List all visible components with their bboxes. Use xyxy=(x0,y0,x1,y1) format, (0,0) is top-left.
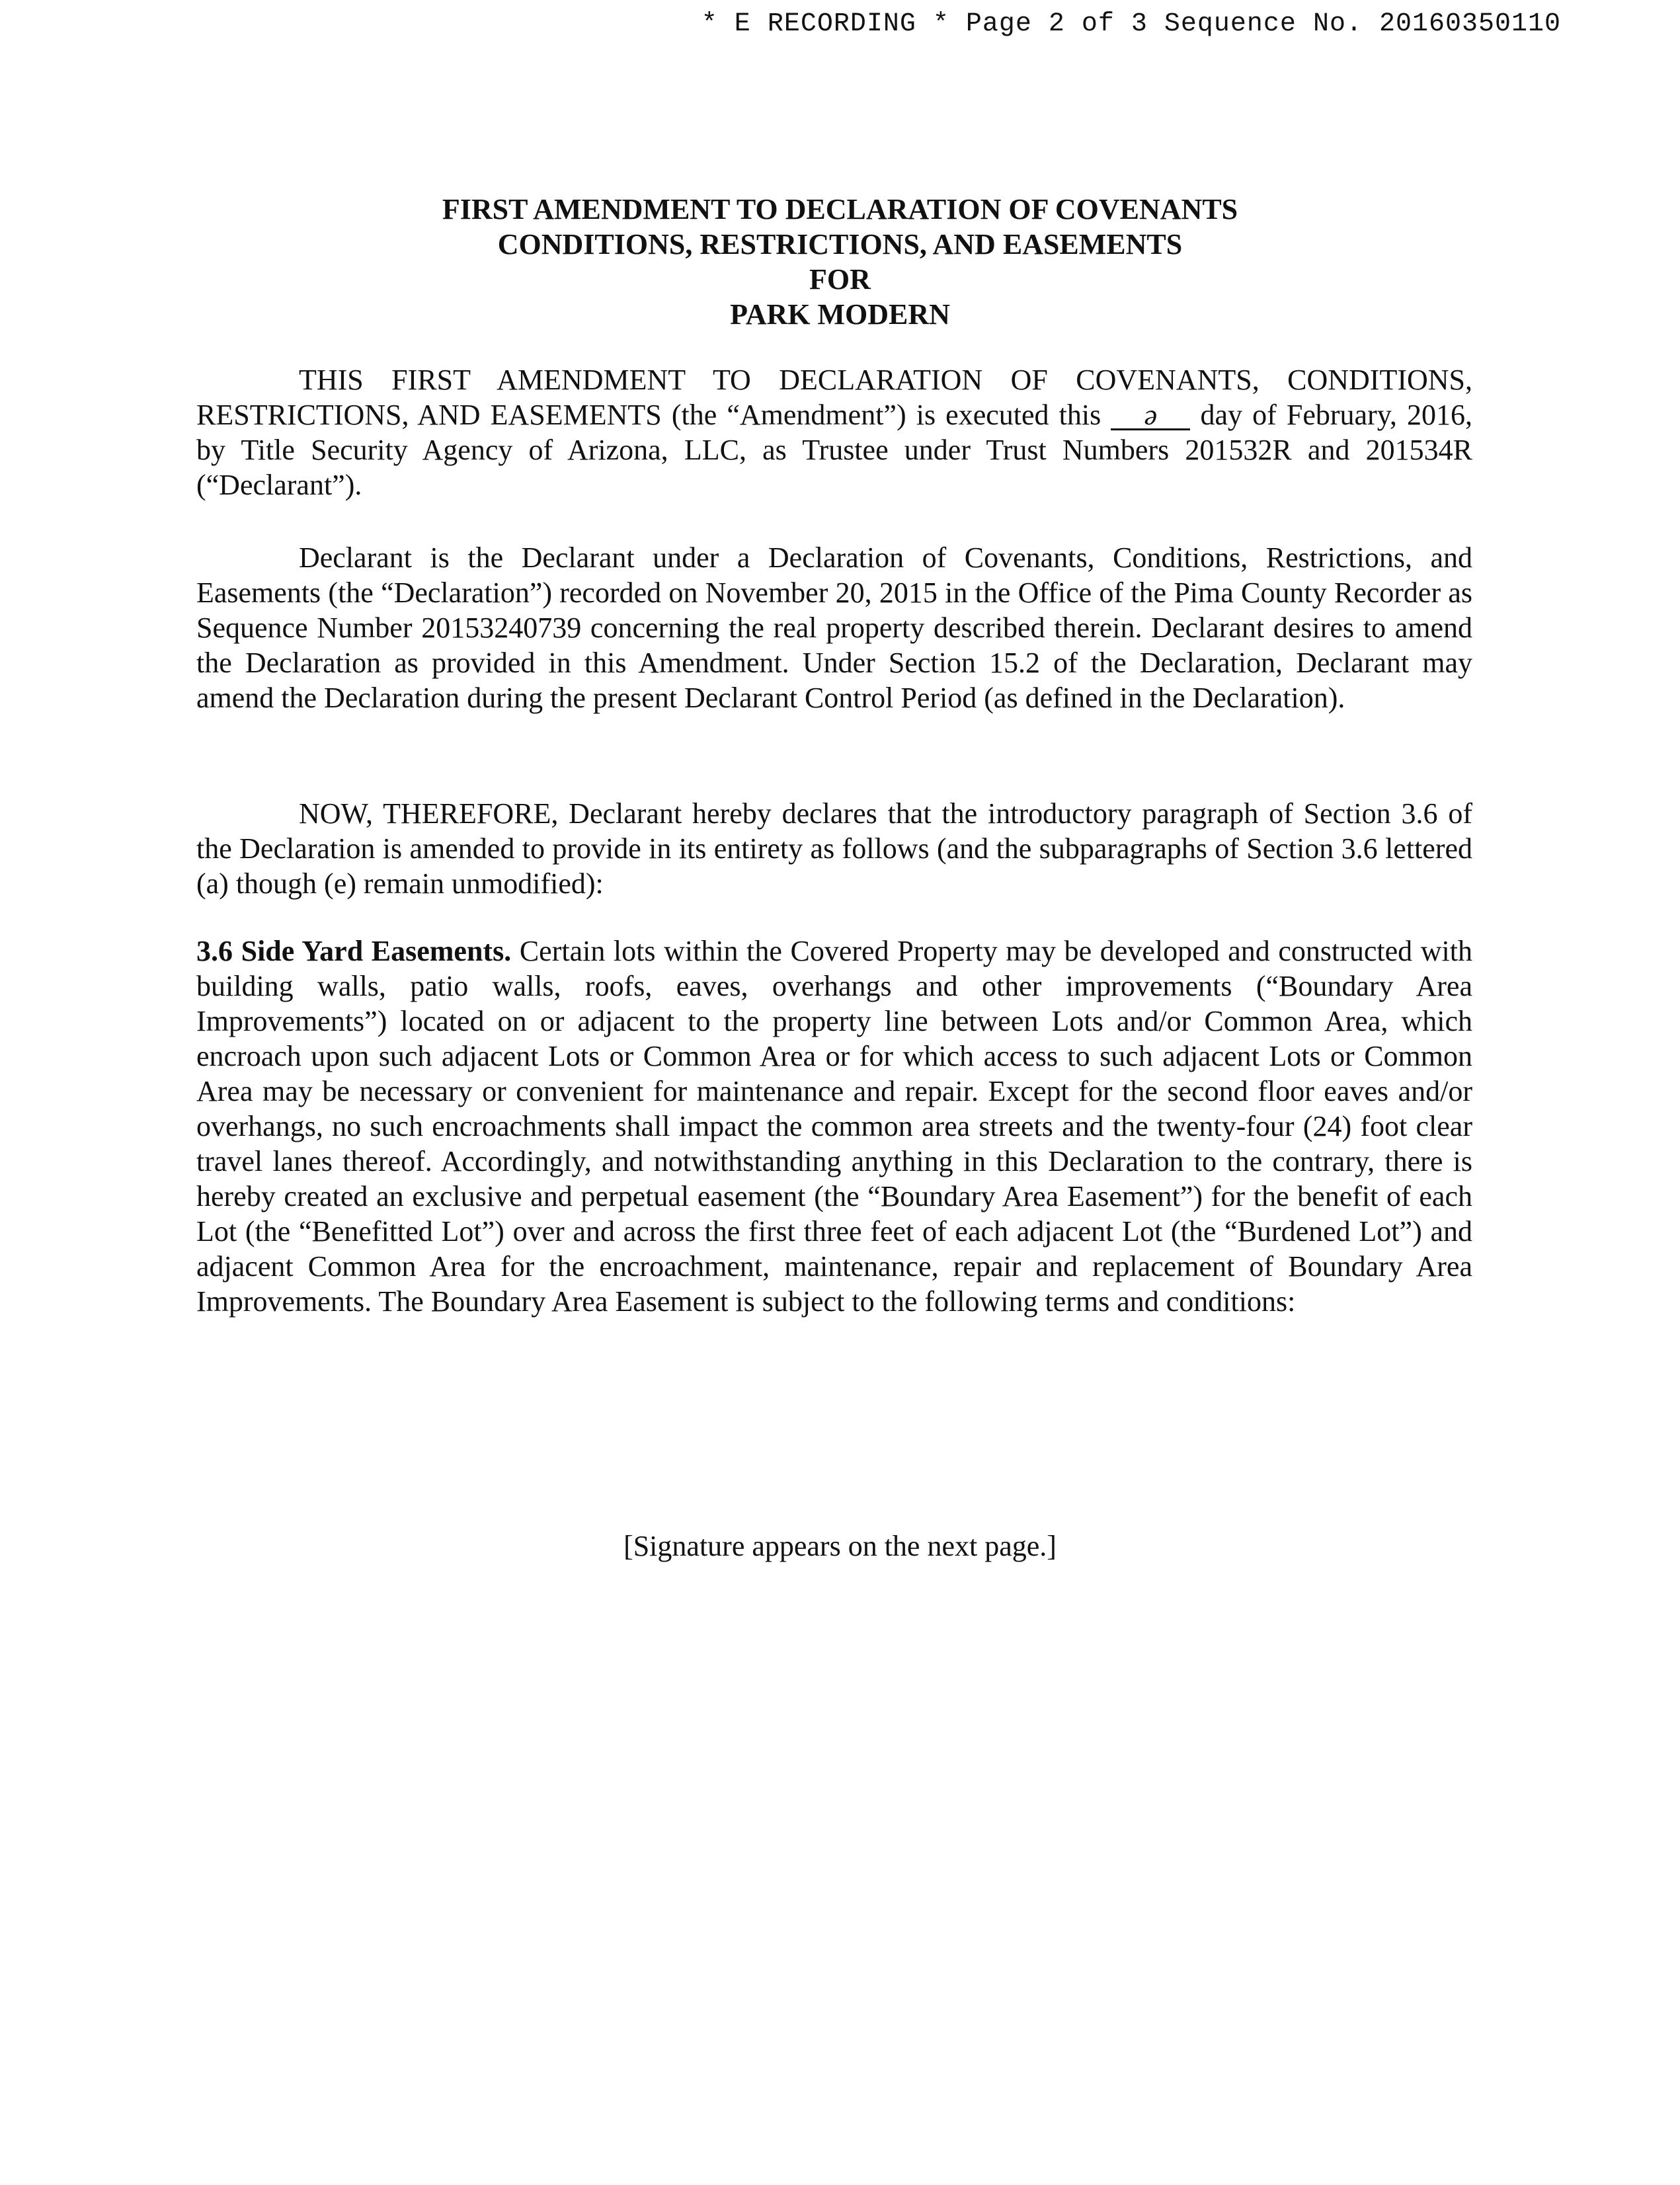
intro-paragraph xyxy=(196,362,1472,502)
signature-note: [Signature appears on the next page.] xyxy=(623,1530,1057,1562)
intro-text-part-2: day of February, 2016, by Title Security Agency of Arizona, LLC, as Trustee under Trust Numbers 201532R and 201534R (“Declarant”). xyxy=(196,399,1472,501)
section-3-6-heading: 3.6 Side Yard Easements. xyxy=(196,935,512,967)
recording-header: * E RECORDING * Page 2 of 3 Sequence No. 20160350110 xyxy=(701,9,1561,39)
title-line-4: PARK MODERN xyxy=(730,298,950,331)
background-paragraph: Declarant is the Declarant under a Declaration of Covenants, Conditions, Restrictions, and Easements (the “Declaration”) recorded on November 20, 2015 in the Office of the Pima County Recorder as Sequence Number 20153240739 concerning the real property described therein. Declarant desires to amend the Declaration as provided in this Amendment. Under Section 15.2 of the Declaration, Declarant may amend the Declaration during the present Declarant Control Period (as defined in the Declaration). xyxy=(196,541,1472,714)
document-title xyxy=(0,192,1680,332)
title-line-1: FIRST AMENDMENT TO DECLARATION OF COVENANTS xyxy=(442,193,1238,225)
title-line-2: CONDITIONS, RESTRICTIONS, AND EASEMENTS xyxy=(497,228,1183,260)
section-3-6-paragraph xyxy=(196,934,1472,1319)
section-3-6-body: Certain lots within the Covered Property may be developed and constructed with building walls, patio walls, roofs, eaves, overhangs and other improvements (“Boundary Area Improvements”) located on or adjacent to the property line between Lots and/or Common Area, which encroach upon such adjacent Lots or Common Area or for which access to such adjacent Lots or Common Area may be necessary or convenient for maintenance and repair. Except for the second floor eaves and/or overhangs, no such encroachments shall impact the common area streets and the twenty-four (24) foot clear travel lanes thereof. Accordingly, and notwithstanding anything in this Declaration to the contrary, there is hereby created an exclusive and perpetual easement (the “Boundary Area Easement”) for the benefit of each Lot (the “Benefitted Lot”) over and across the first three feet of each adjacent Lot (the “Burdened Lot”) and adjacent Common Area for the encroachment, maintenance, repair and replacement of Boundary Area Improvements. The Boundary Area Easement is subject to the following terms and conditions: xyxy=(196,935,1472,1318)
now-therefore-paragraph: NOW, THEREFORE, Declarant hereby declares that the introductory paragraph of Section 3.6 of the Declaration is amended to provide in its entirety as follows (and the subparagraphs of Section 3.6 lettered (a) though (e) remain unmodified): xyxy=(196,797,1472,900)
intro-text-part-1: THIS FIRST AMENDMENT TO DECLARATION OF COVENANTS, CONDITIONS, RESTRICTIONS, AND EASEMENTS (the “Amendment”) is executed this xyxy=(196,364,1472,431)
handwritten-day-blank: ə xyxy=(1111,402,1190,430)
title-line-3: FOR xyxy=(809,263,871,296)
